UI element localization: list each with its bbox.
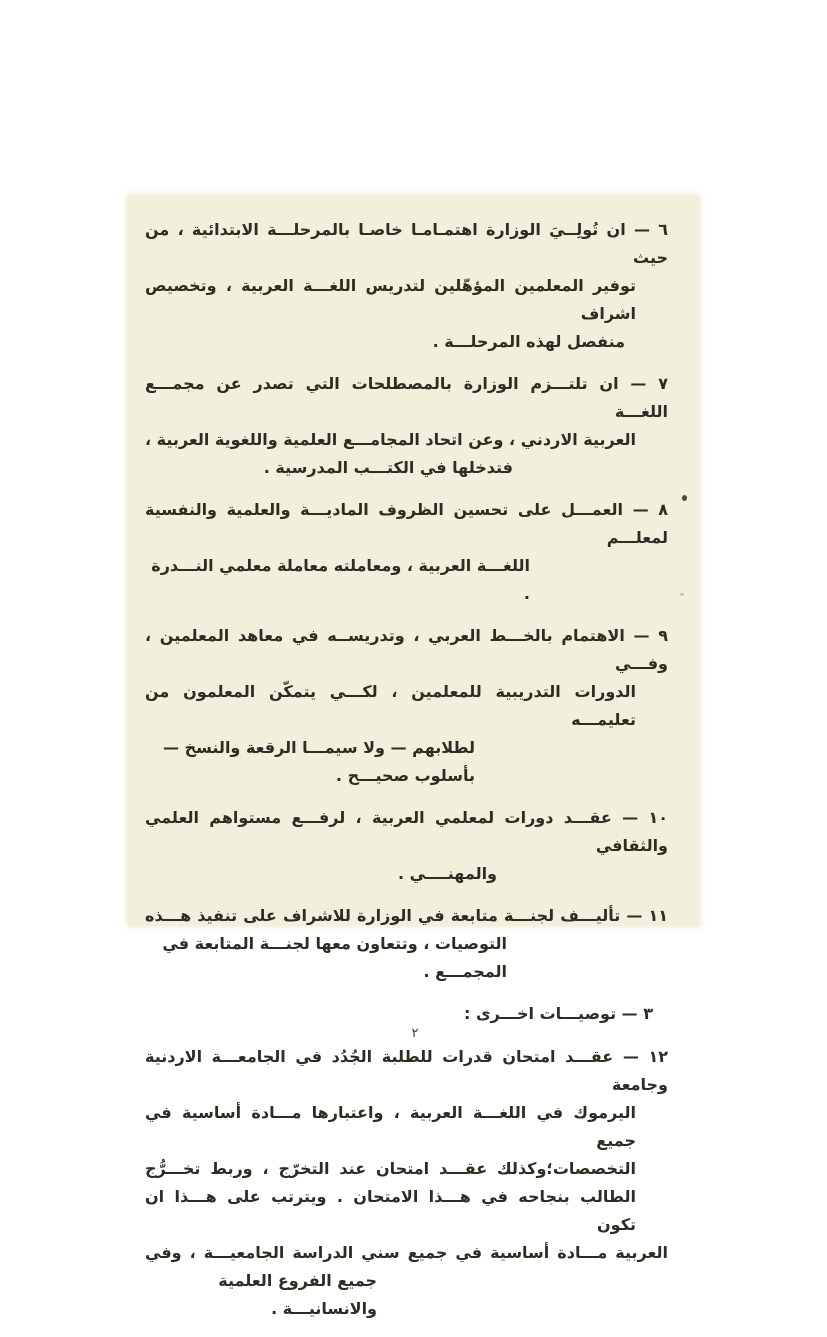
scanned-page xyxy=(127,195,700,1318)
text-line: ٩ — الاهتمام بالخـــط العربي ، وتدريســه في معاهد المعلمين ، وفـــي xyxy=(145,626,668,673)
text-line: العربية مـــادة أساسية في جميع سني الدراسة الجامعيـــة ، وفي xyxy=(145,1243,668,1262)
recommendation-item xyxy=(145,496,668,608)
text-line: الدورات التدريبية للمعلمين ، لكـــي يتمكّن المعلمون من تعليمـــه xyxy=(145,682,636,729)
recommendation-item xyxy=(145,370,668,482)
text-line: والمهنــــي . xyxy=(398,864,497,883)
text-line: منفصل لهذه المرحلـــة . xyxy=(432,332,625,351)
section-heading xyxy=(145,1000,668,1028)
text-line: ٣ — توصيـــات اخـــرى : xyxy=(463,1004,653,1023)
text-line: اليرموك في اللغـــة العربية ، واعتبارها مـــادة أساسية في جميع xyxy=(145,1103,636,1150)
text-line: جميع الفروع العلمية والانسانيـــة . xyxy=(218,1271,377,1318)
scan-speck xyxy=(680,593,684,596)
recommendations-list xyxy=(145,216,668,1337)
recommendation-item xyxy=(145,216,668,356)
text-line: فتدخلها في الكتـــب المدرسية . xyxy=(263,458,513,477)
text-line: توفير المعلمين المؤهّلين لتدريس اللغـــة العربية ، وتخصيص اشراف xyxy=(145,276,636,323)
recommendation-item xyxy=(145,804,668,888)
text-line: الطالب بنجاحه في هـــذا الامتحان . ويترتب على هـــذا ان تكون xyxy=(145,1187,636,1234)
text-line: ١٢ — عقـــد امتحان قدرات للطلبة الجُدُد في الجامعـــة الاردنية وجامعة xyxy=(145,1047,668,1094)
text-line: اللغـــة العربية ، ومعاملته معاملة معلمي النـــدرة . xyxy=(151,556,530,603)
recommendation-item xyxy=(145,902,668,986)
text-line: التوصيات ، وتتعاون معها لجنـــة المتابعة في المجمـــع . xyxy=(162,934,507,981)
text-line: ٨ — العمـــل على تحسين الظروف الماديـــة والعلمية والنفسية لمعلـــم xyxy=(145,500,668,547)
text-line: لطلابهم — ولا سيمـــا الرقعة والنسخ — بأسلوب صحيـــح . xyxy=(163,738,475,785)
text-line: ١١ — تأليـــف لجنـــة متابعة في الوزارة للاشراف على تنفيذ هـــذه xyxy=(145,906,668,925)
text-line: العربية الاردني ، وعن اتحاد المجامـــع العلمية واللغوية العربية ، xyxy=(144,430,636,449)
text-line: ٧ — ان تلتـــزم الوزارة بالمصطلحات التي تصدر عن مجمـــع اللغـــة xyxy=(145,374,668,421)
recommendation-item xyxy=(145,622,668,790)
text-line: ٦ — ان تُولِــيَ الوزارة اهتمـامـا خاصـا بالمرحلـــة الابتدائية ، من حيث xyxy=(145,220,668,267)
text-line: ١٠ — عقـــد دورات لمعلمي العربية ، لرفـــع مستواهم العلمي والثقافي xyxy=(145,808,668,855)
text-line: التخصصات؛وكذلك عقـــد امتحان عند التخرّج ، وربط تخـــرُّج xyxy=(145,1159,636,1178)
scan-speck xyxy=(682,495,687,501)
recommendation-item xyxy=(145,1043,668,1323)
page-number: ٢ xyxy=(411,1026,419,1041)
